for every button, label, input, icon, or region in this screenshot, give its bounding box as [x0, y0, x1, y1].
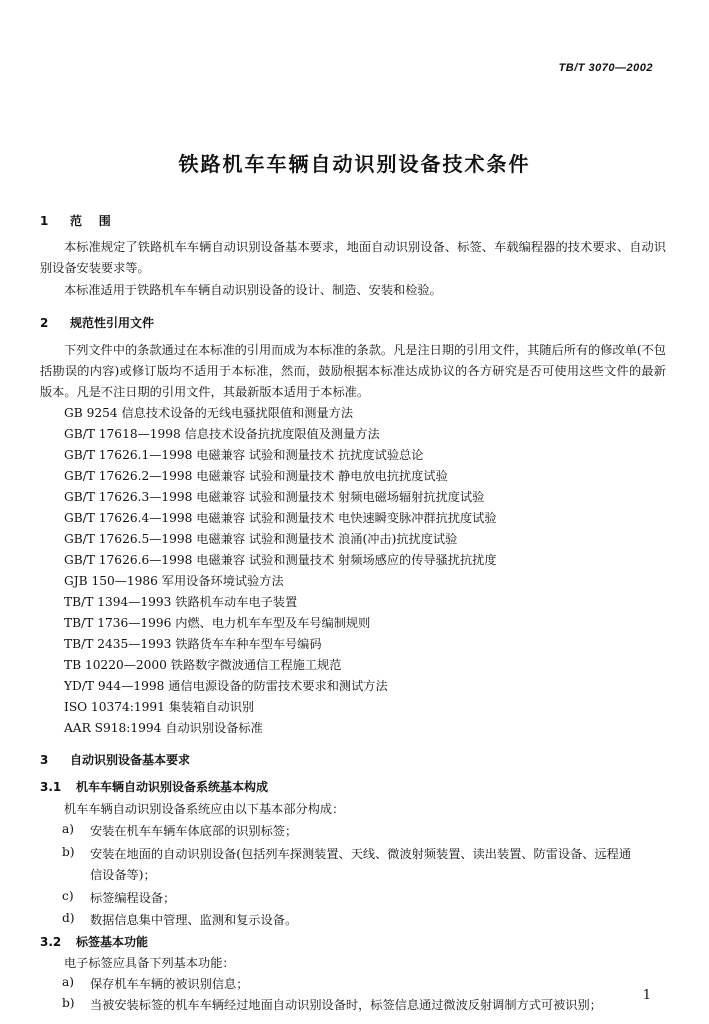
reference-item: GB 9254 信息技术设备的无线电骚扰限值和测量方法	[64, 406, 354, 420]
list-item-label: a)	[62, 975, 75, 989]
reference-item: TB/T 1394—1993 铁路机车动车电子装置	[64, 595, 298, 609]
list-item-text: 当被安装标签的机车车辆经过地面自动识别设备时，标签信息通过微波反射调制方式可被识别；	[90, 998, 602, 1012]
list-item-label: b)	[62, 996, 75, 1010]
reference-item: GB/T 17626.4—1998 电磁兼容 试验和测量技术 电快速瞬变脉冲群抗扰度试验	[64, 511, 497, 525]
reference-item: TB/T 1736—1996 内燃、电力机车车型及车号编制规则	[64, 616, 371, 630]
list-item-text-continued: 信设备等)；	[90, 868, 156, 882]
section-1-paragraph-2: 本标准适用于铁路机车车辆自动识别设备的设计、制造、安装和检验。	[64, 283, 442, 297]
section-2-heading	[40, 314, 154, 331]
subsection-3-2-heading	[40, 933, 148, 950]
section-title: 规范性引用文件	[70, 316, 155, 330]
subsection-3-2-intro: 电子标签应具备下列基本功能：	[64, 956, 235, 970]
list-item-label: c)	[62, 889, 74, 903]
reference-item: GB/T 17626.5—1998 电磁兼容 试验和测量技术 浪涌(冲击)抗扰度试验	[64, 532, 458, 546]
document-title: 铁路机车车辆自动识别设备技术条件	[178, 152, 531, 176]
section-title: 自动识别设备基本要求	[70, 753, 191, 767]
subsection-title: 标签基本功能	[76, 935, 149, 949]
reference-item: YD/T 944—1998 通信电源设备的防雷技术要求和测试方法	[64, 679, 388, 693]
reference-item: GB/T 17626.3—1998 电磁兼容 试验和测量技术 射频电磁场辐射抗扰度试验	[64, 490, 485, 504]
subsection-title: 机车车辆自动识别设备系统基本构成	[76, 780, 269, 794]
reference-item: GB/T 17626.1—1998 电磁兼容 试验和测量技术 抗扰度试验总论	[64, 448, 424, 462]
list-item-label: a)	[62, 822, 75, 836]
reference-item: GJB 150—1986 军用设备环境试验方法	[64, 574, 284, 588]
list-item-label: b)	[62, 845, 75, 859]
section-1-paragraph-1: 本标准规定了铁路机车车辆自动识别设备基本要求，地面自动识别设备、标签、车载编程器的技术要求、自动识别设备安装要求等。	[40, 240, 666, 275]
list-item-text: 安装在地面的自动识别设备(包括列车探测装置、天线、微波射频装置、读出装置、防雷设备、远程通	[90, 847, 632, 861]
list-item-text: 安装在机车车辆车体底部的识别标签；	[90, 824, 298, 838]
section-1-heading	[40, 212, 111, 229]
section-number: 3	[40, 753, 49, 767]
subsection-number: 3.2	[40, 935, 62, 949]
section-title: 范 围	[70, 214, 111, 228]
section-number: 1	[40, 214, 49, 228]
reference-item: GB/T 17626.2—1998 电磁兼容 试验和测量技术 静电放电抗扰度试验	[64, 469, 448, 483]
page-number: 1	[642, 988, 651, 1003]
reference-item: GB/T 17626.6—1998 电磁兼容 试验和测量技术 射频场感应的传导骚扰抗扰度	[64, 553, 497, 567]
reference-item: GB/T 17618—1998 信息技术设备抗扰度限值及测量方法	[64, 427, 380, 441]
subsection-3-1-heading	[40, 778, 268, 795]
list-item-text: 标签编程设备；	[90, 891, 176, 905]
list-item-text: 数据信息集中管理、监测和复示设备。	[90, 913, 298, 927]
list-item-label: d)	[62, 911, 75, 925]
reference-item: ISO 10374:1991 集装箱自动识别	[64, 700, 255, 714]
subsection-3-1-intro: 机车车辆自动识别设备系统应由以下基本部分构成：	[64, 802, 345, 816]
section-2-paragraph: 下列文件中的条款通过在本标准的引用而成为本标准的条款。凡是注日期的引用文件，其随后所有的修改单(不包括勘误的内容)或修订版均不适用于本标准，然而，鼓励根据本标准达成协议的各方研究是否可使用这些文件的最新版本。凡是不注日期的引用文件，其最新版本适用于本标准。	[40, 343, 666, 399]
subsection-number: 3.1	[40, 780, 62, 794]
section-number: 2	[40, 316, 49, 330]
reference-item: TB/T 2435—1993 铁路货车车种车型车号编码	[64, 637, 322, 651]
section-3-heading	[40, 751, 190, 768]
reference-item: AAR S918:1994 自动识别设备标准	[64, 721, 263, 735]
list-item-text: 保存机车车辆的被识别信息；	[90, 977, 249, 991]
reference-item: TB 10220—2000 铁路数字微波通信工程施工规范	[64, 658, 342, 672]
standard-number: TB/T 3070—2002	[558, 62, 653, 74]
